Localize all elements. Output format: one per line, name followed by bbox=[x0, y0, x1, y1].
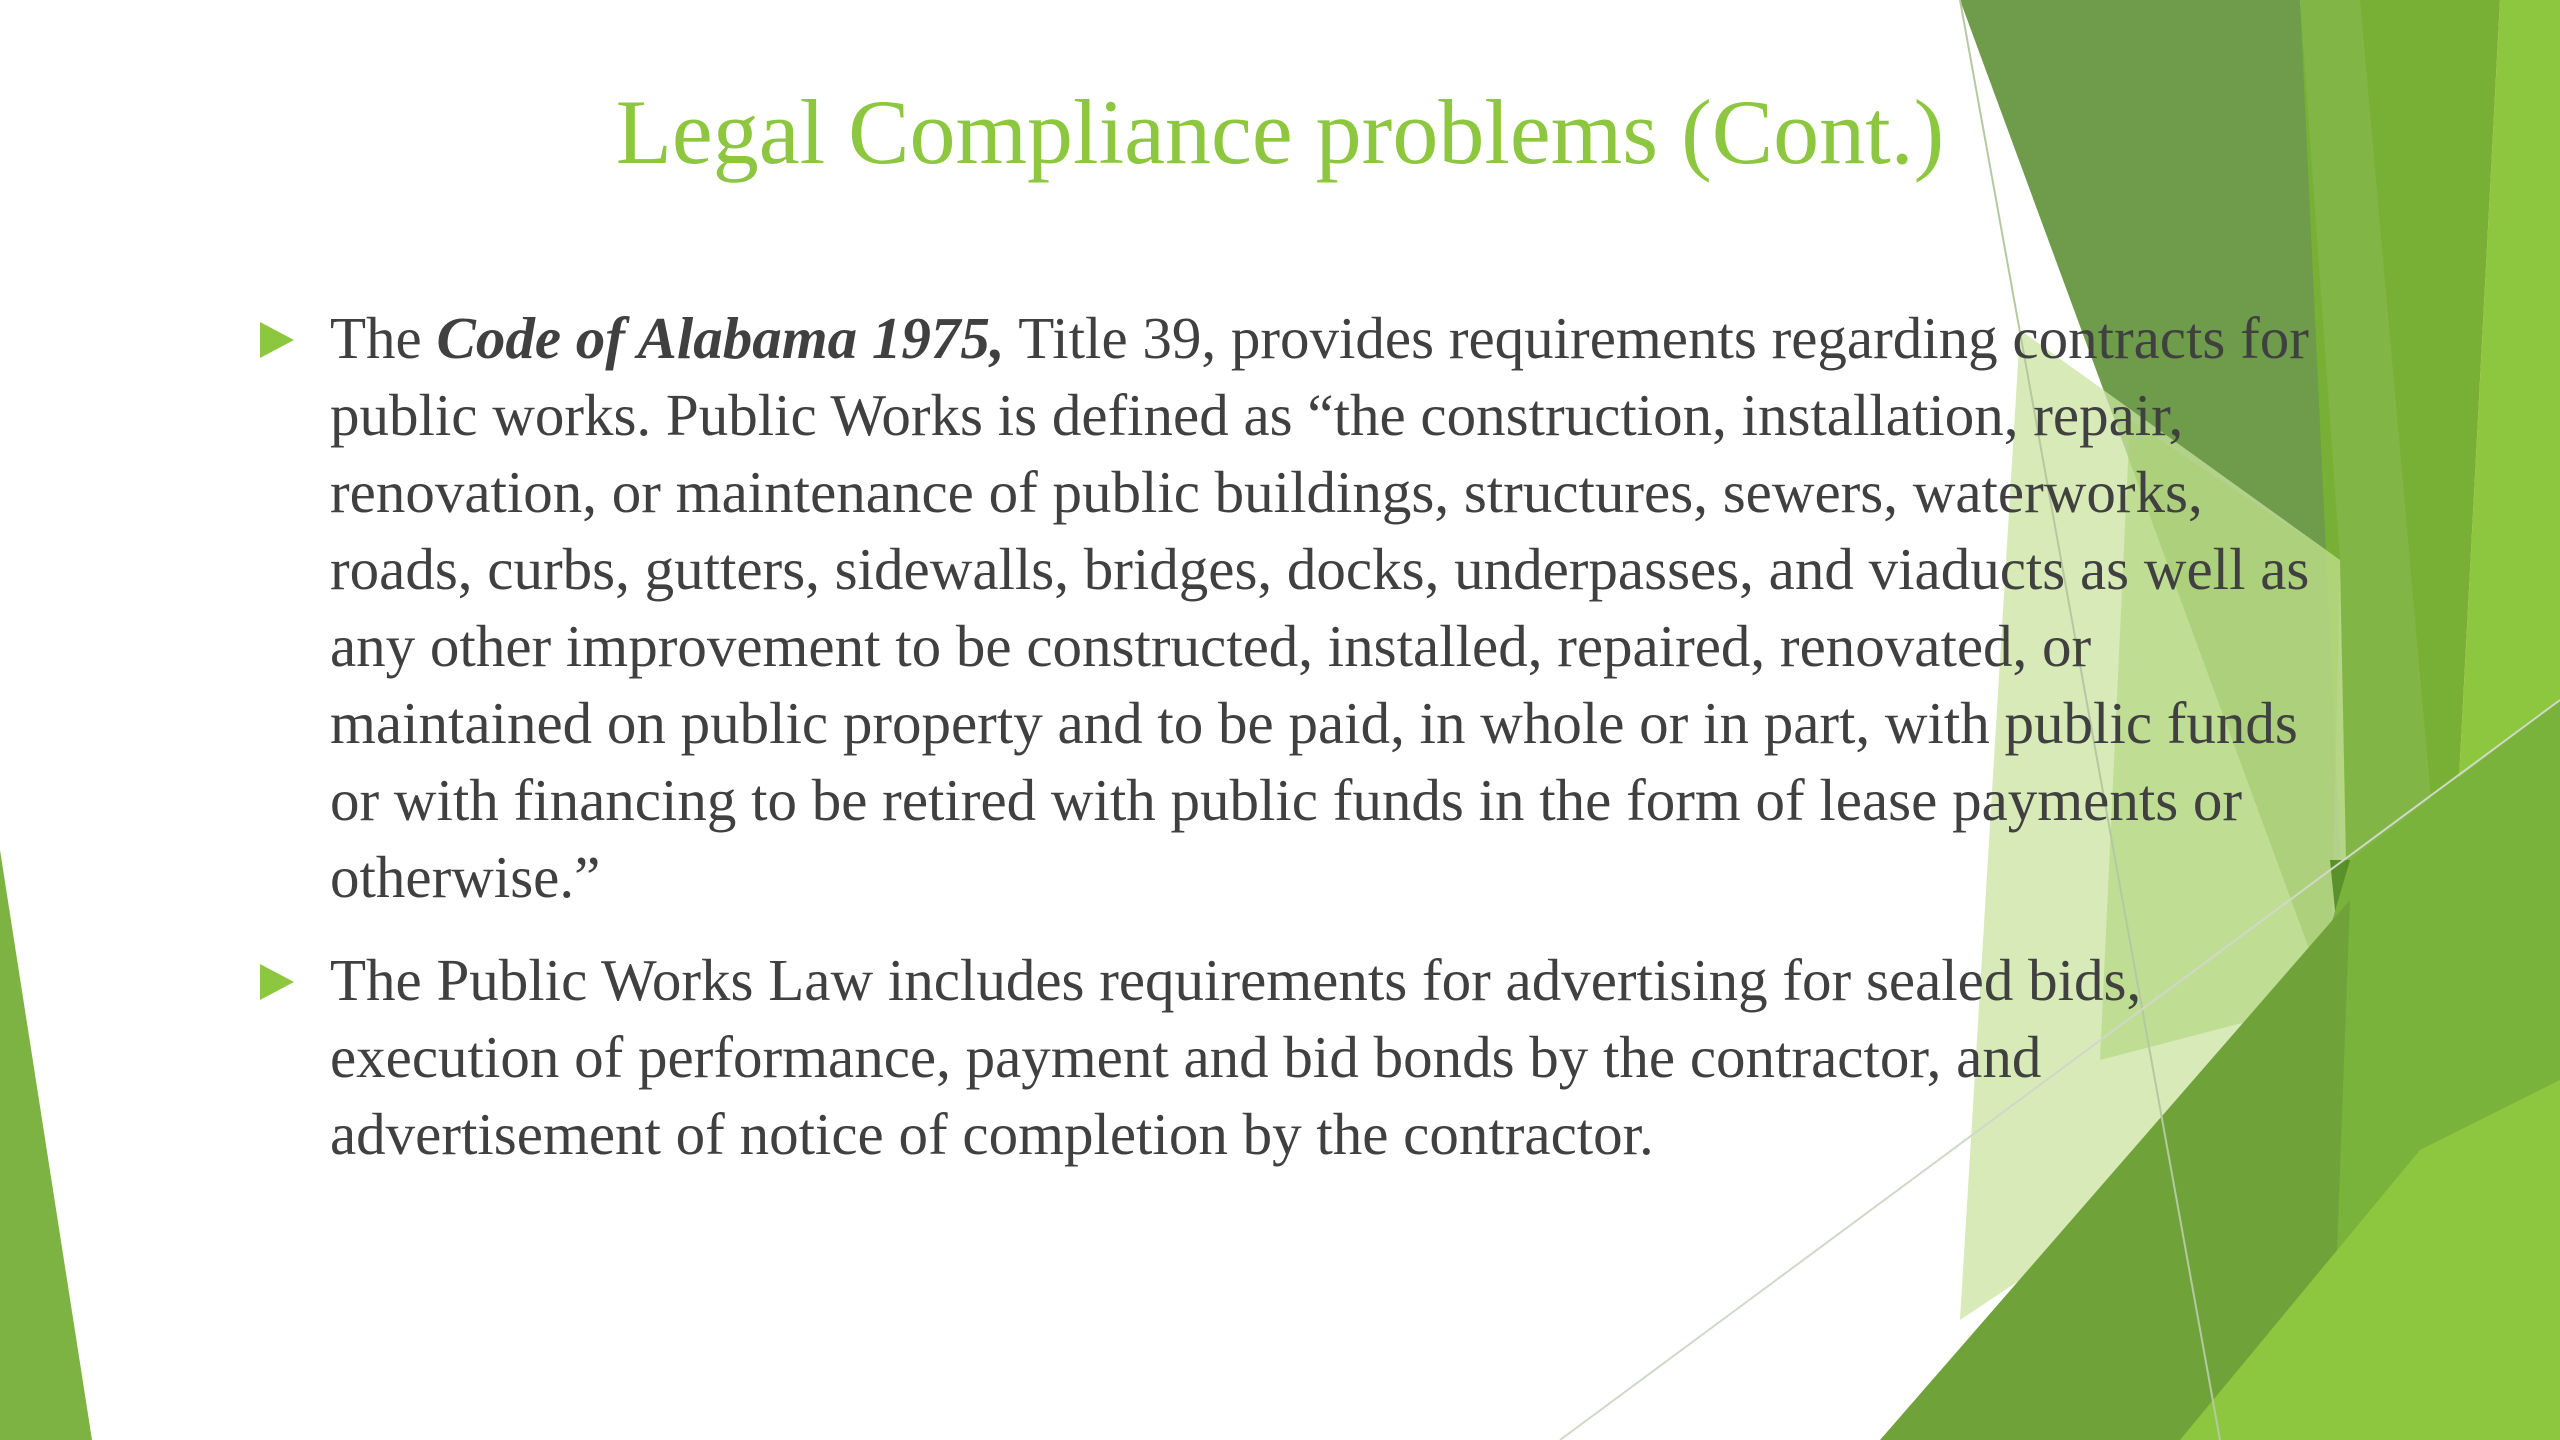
left-facet bbox=[0, 850, 92, 1440]
bullet-item bbox=[256, 942, 2316, 1173]
bullet-item bbox=[256, 300, 2316, 916]
bullet-text-1 bbox=[330, 300, 2316, 916]
bullet-1-emphasis: Code of Alabama 1975, bbox=[436, 305, 1005, 371]
triangle-right-icon bbox=[260, 322, 294, 358]
slide-title: Legal Compliance problems (Cont.) bbox=[615, 81, 1945, 183]
bullet-1-lead: The bbox=[330, 305, 437, 371]
triangle-right-icon bbox=[260, 964, 294, 1000]
bullet-text-2: The Public Works Law includes requirements for advertising for sealed bids, execution of performance, payment and bid bonds by the contractor, and advertisement of notice of completion by the contractor. bbox=[330, 947, 2142, 1167]
slide-body bbox=[256, 300, 2316, 1199]
bullet-1-rest: Title 39, provides requirements regarding contracts for public works. Public Works is defined as “the construction, installation, repair, renovation, or maintenance of public buildings, structures, sewers, waterworks, roads, curbs, gutters, sidewalls, bridges, docks, underpasses, and viaducts as well as any other improvement to be constructed, installed, repaired, renovated, or maintained on public property and to be paid, in whole or in part, with public funds or with financing to be retired with public funds in the form of lease payments or otherwise.” bbox=[330, 305, 2310, 910]
